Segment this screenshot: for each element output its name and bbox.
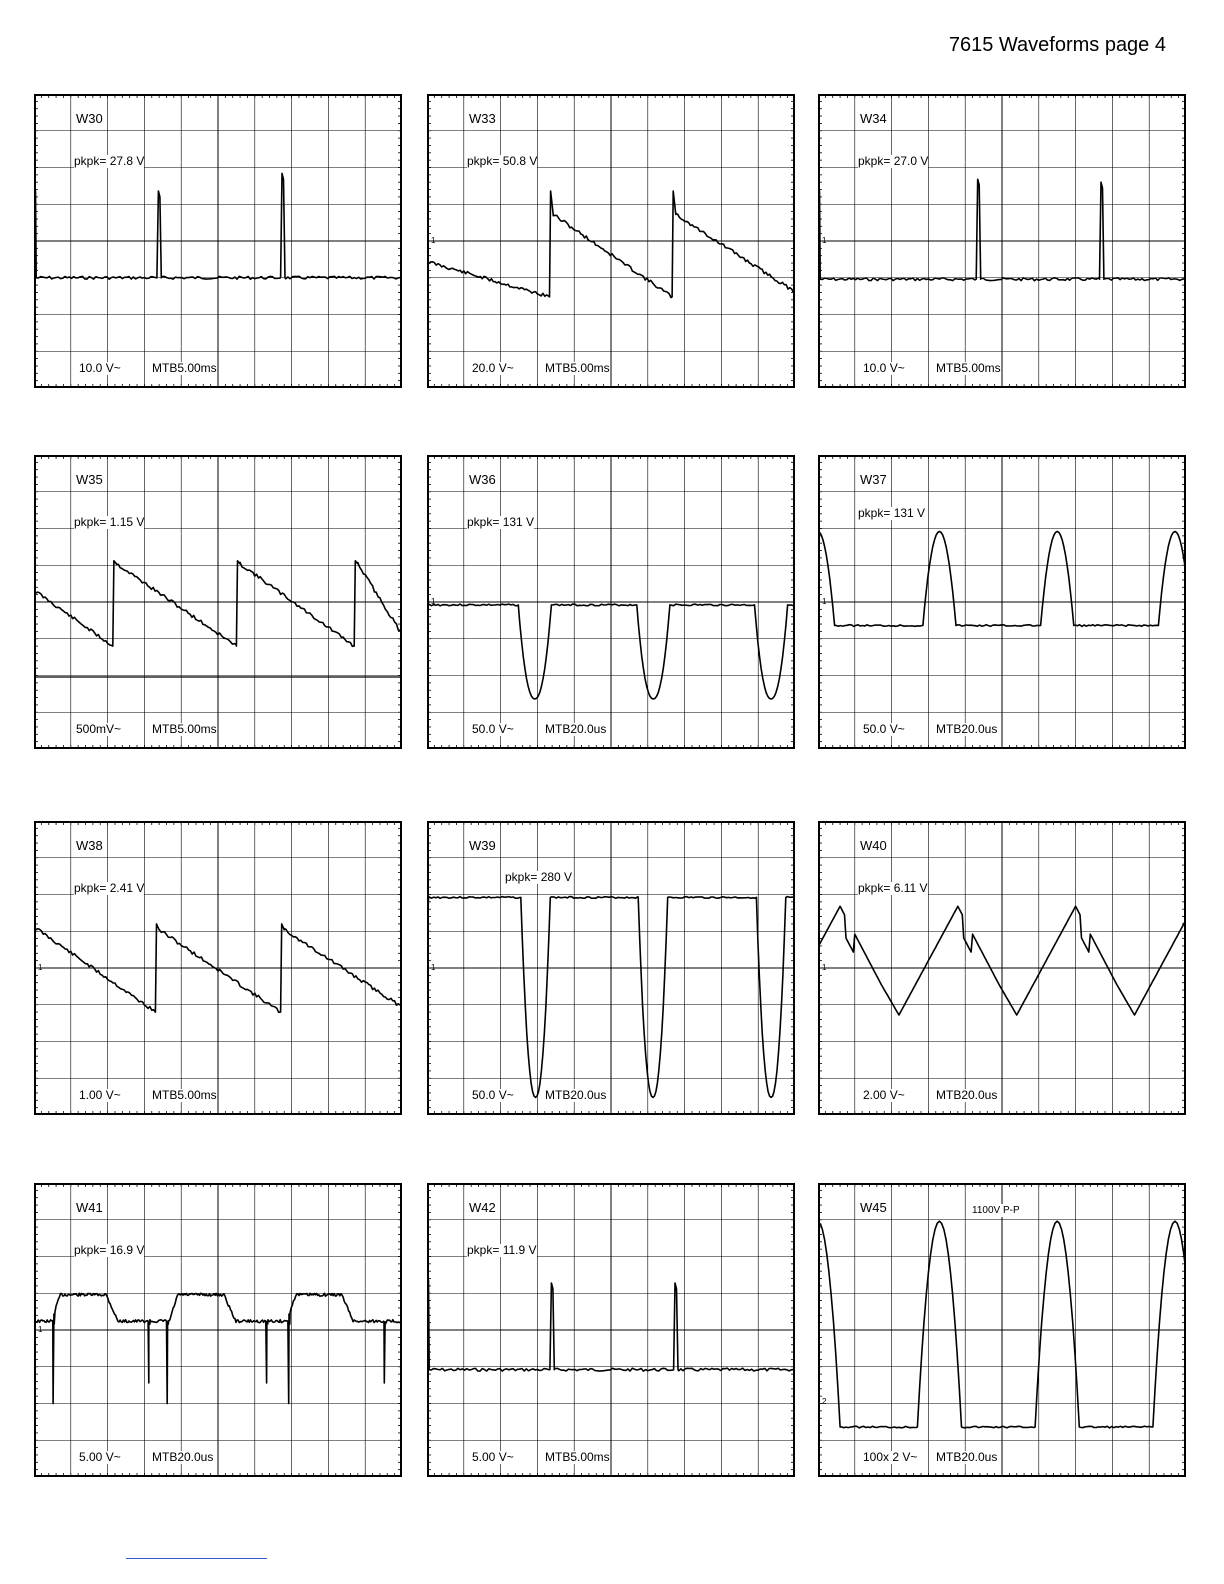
- scope-screen: [34, 1183, 402, 1477]
- peak-to-peak-readout: pkpk= 131 V: [467, 515, 535, 529]
- timebase-readout: MTB5.00ms: [936, 361, 1001, 375]
- volts-per-division: 50.0 V~: [472, 1088, 514, 1102]
- timebase-readout: MTB20.0us: [936, 1088, 998, 1102]
- trace-id: W30: [76, 111, 103, 126]
- trace-id: W45: [860, 1200, 887, 1215]
- volts-per-division: 2.00 V~: [863, 1088, 905, 1102]
- volts-per-division: 5.00 V~: [79, 1450, 121, 1464]
- scope-panel-w39: [427, 821, 795, 1115]
- trace-id: W39: [469, 838, 496, 853]
- peak-to-peak-readout: pkpk= 280 V: [505, 870, 573, 884]
- scope-panel-w37: [818, 455, 1186, 749]
- scope-panel-w34: [818, 94, 1186, 388]
- scope-panel-w36: [427, 455, 795, 749]
- channel-ground-marker: 1: [822, 597, 827, 606]
- scope-screen: [34, 821, 402, 1115]
- volts-per-division: 10.0 V~: [863, 361, 905, 375]
- trace-id: W34: [860, 111, 887, 126]
- timebase-readout: MTB20.0us: [936, 722, 998, 736]
- peak-to-peak-readout: pkpk= 6.11 V: [858, 881, 928, 895]
- waveform-trace: [34, 561, 400, 647]
- scope-panel-w33: [427, 94, 795, 388]
- peak-to-peak-readout: pkpk= 1.15 V: [74, 515, 145, 529]
- peak-to-peak-readout: pkpk= 2.41 V: [74, 881, 145, 895]
- waveform-trace: [820, 1221, 1186, 1428]
- timebase-readout: MTB5.00ms: [152, 1088, 217, 1102]
- timebase-readout: MTB5.00ms: [152, 361, 217, 375]
- volts-per-division: 500mV~: [76, 722, 122, 736]
- channel-ground-marker: 2: [822, 1397, 827, 1406]
- channel-ground-marker: 1: [431, 963, 436, 972]
- volts-per-division: 50.0 V~: [472, 722, 514, 736]
- trace-id: W37: [860, 472, 887, 487]
- scope-screen: [818, 94, 1186, 388]
- scope-screen: [34, 455, 402, 749]
- peak-to-peak-readout: pkpk= 11.9 V: [467, 1243, 537, 1257]
- trace-id: W35: [76, 472, 103, 487]
- volts-per-division: 20.0 V~: [472, 361, 514, 375]
- trace-id: W40: [860, 838, 887, 853]
- peak-to-peak-readout: pkpk= 131 V: [858, 506, 926, 520]
- waveform-trace: [427, 191, 794, 298]
- peak-to-peak-readout: 1100V P-P: [972, 1205, 1020, 1216]
- footer-link-underline: [126, 1558, 267, 1559]
- volts-per-division: 1.00 V~: [79, 1088, 121, 1102]
- scope-screen: [818, 1183, 1186, 1477]
- trace-id: W38: [76, 838, 103, 853]
- trace-id: W41: [76, 1200, 103, 1215]
- channel-ground-marker: 1: [431, 236, 436, 245]
- scope-screen: [818, 455, 1186, 749]
- scope-panel-w30: [34, 94, 402, 388]
- timebase-readout: MTB5.00ms: [545, 1450, 610, 1464]
- volts-per-division: 5.00 V~: [472, 1450, 514, 1464]
- waveform-trace: [818, 179, 1184, 280]
- timebase-readout: MTB5.00ms: [152, 722, 217, 736]
- scope-screen: [427, 94, 795, 388]
- volts-per-division: 100x 2 V~: [863, 1450, 918, 1464]
- page-title: 7615 Waveforms page 4: [948, 34, 1166, 56]
- scope-screen: [818, 821, 1186, 1115]
- scope-screen: [34, 94, 402, 388]
- scope-screen: [427, 821, 795, 1115]
- volts-per-division: 10.0 V~: [79, 361, 121, 375]
- waveform-trace: [427, 573, 794, 699]
- waveform-trace: [34, 173, 401, 279]
- channel-ground-marker: 1: [431, 597, 436, 606]
- scope-panel-w40: [818, 821, 1186, 1115]
- scope-panel-w38: [34, 821, 402, 1115]
- timebase-readout: MTB5.00ms: [545, 361, 610, 375]
- timebase-readout: MTB20.0us: [936, 1450, 998, 1464]
- trace-id: W36: [469, 472, 496, 487]
- scope-panel-w35: [34, 455, 402, 749]
- timebase-readout: MTB20.0us: [545, 1088, 607, 1102]
- channel-ground-marker: 1: [38, 963, 43, 972]
- waveform-trace: [427, 897, 794, 1098]
- scope-screen: [427, 455, 795, 749]
- timebase-readout: MTB20.0us: [545, 722, 607, 736]
- peak-to-peak-readout: pkpk= 27.8 V: [74, 154, 145, 168]
- volts-per-division: 50.0 V~: [863, 722, 905, 736]
- scope-panel-w41: [34, 1183, 402, 1477]
- peak-to-peak-readout: pkpk= 27.0 V: [858, 154, 929, 168]
- scope-screen: [427, 1183, 795, 1477]
- trace-id: W33: [469, 111, 496, 126]
- peak-to-peak-readout: pkpk= 50.8 V: [467, 154, 538, 168]
- scope-panel-w45: [818, 1183, 1186, 1477]
- scope-panel-w42: [427, 1183, 795, 1477]
- waveform-trace: [427, 1280, 794, 1371]
- timebase-readout: MTB20.0us: [152, 1450, 214, 1464]
- peak-to-peak-readout: pkpk= 16.9 V: [74, 1243, 145, 1257]
- trace-id: W42: [469, 1200, 496, 1215]
- channel-ground-marker: 1: [822, 963, 827, 972]
- channel-ground-marker: 1: [38, 1325, 43, 1334]
- channel-ground-marker: 1: [822, 236, 827, 245]
